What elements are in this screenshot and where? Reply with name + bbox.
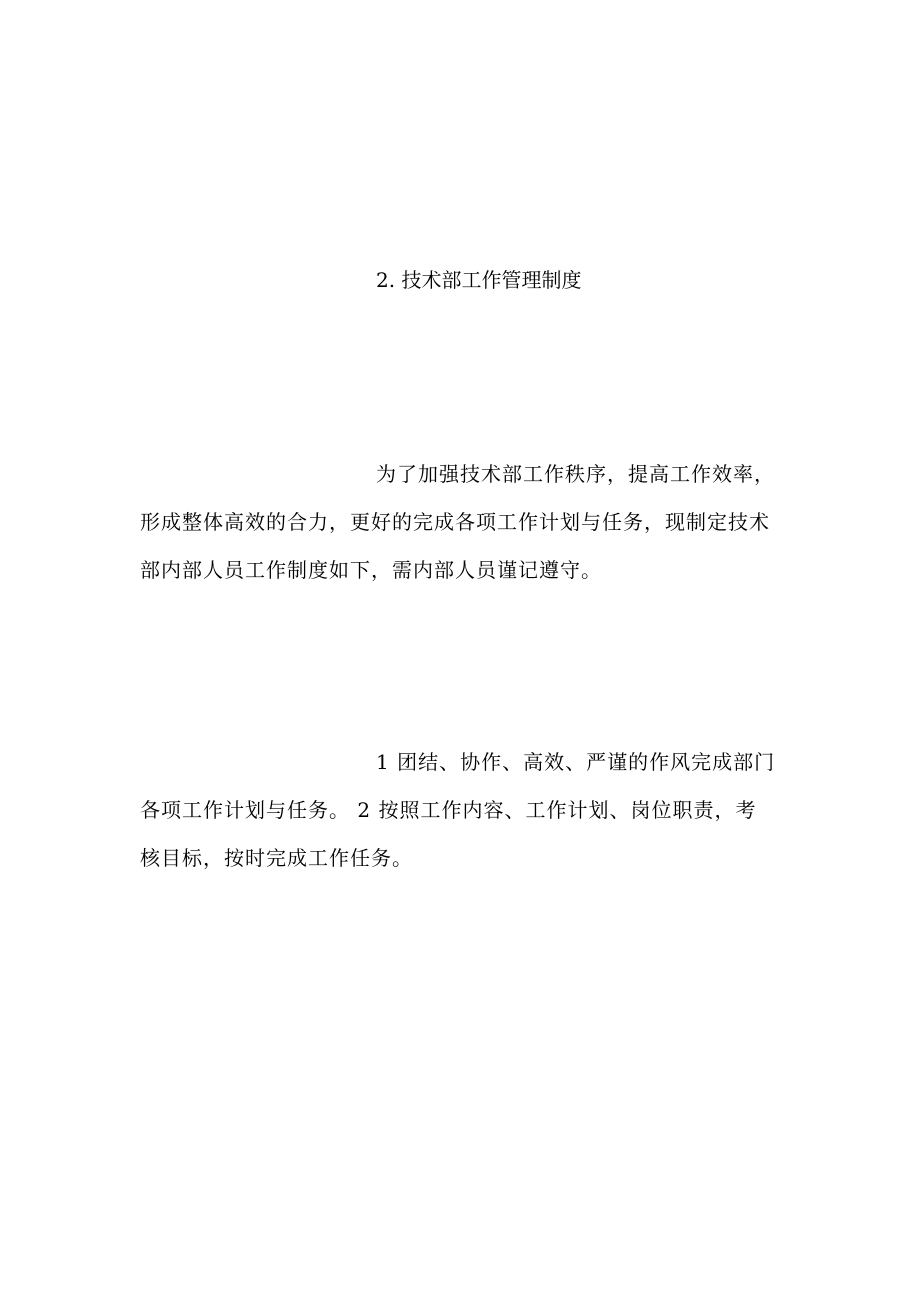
paragraph-line: 1 团结、协作、高效、严谨的作风完成部门 [376, 750, 776, 774]
paragraph-line: 核目标，按时完成工作任务。 [140, 846, 413, 870]
paragraph-line: 部内部人员工作制度如下，需内部人员谨记遵守。 [140, 558, 602, 582]
document-title: 2. 技术部工作管理制度 [376, 268, 582, 292]
paragraph-line: 各项工作计划与任务。 2 按照工作内容、工作计划、岗位职责，考 [140, 798, 757, 822]
paragraph-line: 为了加强技术部工作秩序，提高工作效率， [376, 462, 775, 486]
paragraph-line: 形成整体高效的合力，更好的完成各项工作计划与任务，现制定技术 [140, 510, 770, 534]
